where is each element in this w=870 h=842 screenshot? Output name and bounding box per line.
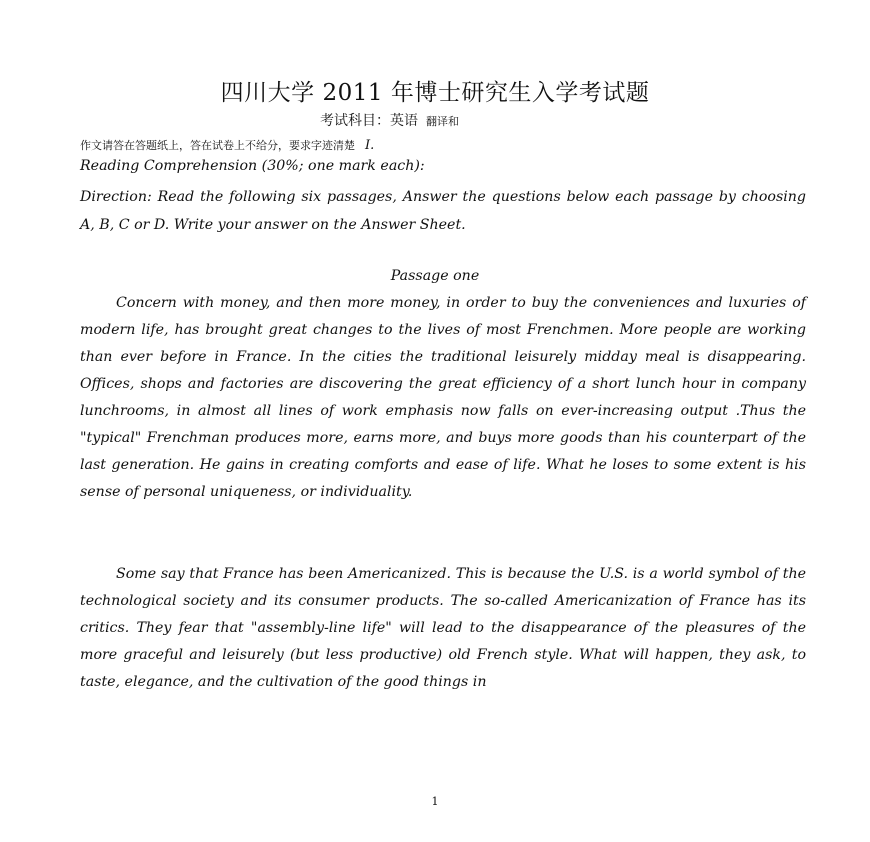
section-heading: Reading Comprehension (30%; one mark each): [80,158,425,174]
page-number: 1 [431,795,439,808]
subject-label: 考试科目：英语 [320,113,418,129]
instruction-text: 作文请答在答题纸上，答在试卷上不给分，要求字迹清楚 [80,139,355,152]
passage-paragraph: Some say that France has been Americanized. This is because the U.S. is a world symbol of the technological society and its consumer products. The so-called Americanization of France has its critics. They fear that "assembly-line life" will lead to the disappearance of the pleasures of the more graceful and leisurely (but less productive) old French style. What will happen, they ask, to taste, elegance, and the cultivation of the good things in [80,566,806,690]
exam-title: 四川大学 2011 年博士研究生入学考试题 [220,80,650,106]
passage-title: Passage one [390,268,480,284]
answer-instruction [80,137,374,153]
subject-line [320,110,459,130]
subject-extra: 翻译和 [426,115,459,128]
passage-paragraph: Concern with money, and then more money, in order to buy the conveniences and luxuries of modern life, has brought great changes to the lives of most Frenchmen. More people are working than ever before in France. In the cities the traditional leisurely midday meal is disappearing. Offices, shops and factories are discovering the great efficiency of a short lunch hour in company lunchrooms, in almost all lines of work emphasis now falls on ever-increasing output .Thus the "typical" Frenchman produces more, earns more, and buys more goods than his counterpart of the last generation. He gains in creating comforts and ease of life. What he loses to some extent is his sense of personal uniqueness, or individuality. [80,295,806,500]
section-number: I. [365,138,375,153]
direction-text: Direction: Read the following six passages, Answer the questions below each passage by choosing A, B, C or D. Write your answer on the Answer Sheet. [80,189,806,233]
